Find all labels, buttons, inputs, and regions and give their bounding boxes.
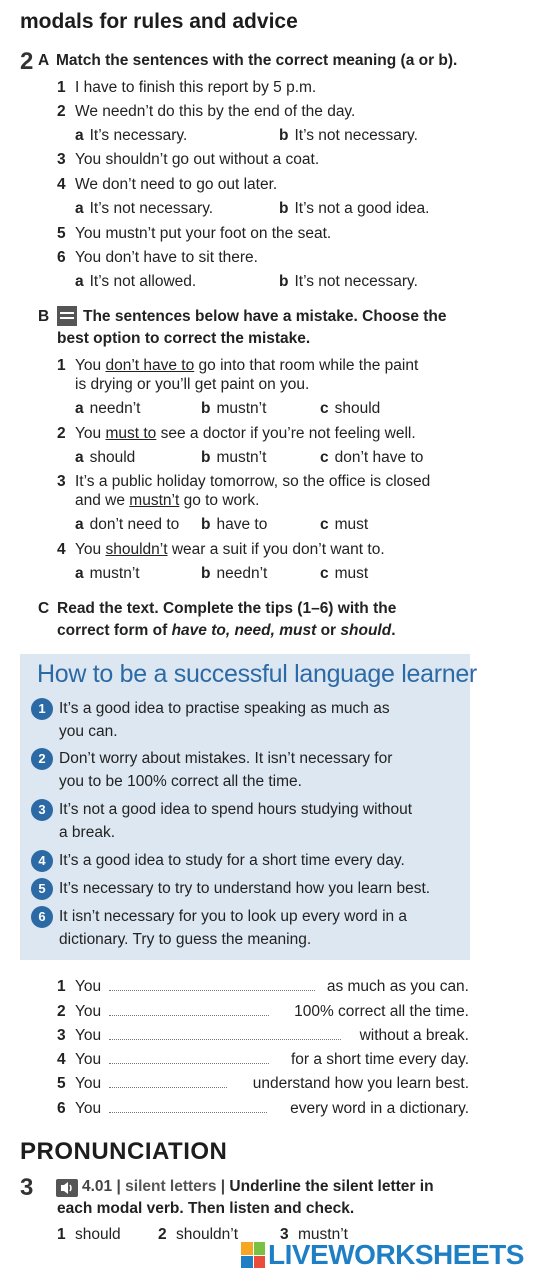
b-option-2c[interactable]: c don’t have to [320, 449, 424, 466]
tip-1-line1: It’s a good idea to practise speaking as much as [59, 700, 390, 717]
fill-blank-6[interactable] [109, 1101, 267, 1113]
tip-3-line2: a break. [59, 824, 116, 841]
book-icon [57, 306, 81, 327]
b-option-1c[interactable]: c should [320, 400, 381, 417]
a-item-2: 2 We needn’t do this by the end of the day. [57, 103, 356, 120]
pron-word-3: 3 mustn’t [280, 1226, 348, 1243]
pronunciation-heading: PRONUNCIATION [20, 1138, 228, 1165]
a-option-3b[interactable]: b It’s not necessary. [279, 273, 418, 290]
b-option-3a[interactable]: a don’t need to [75, 516, 180, 533]
pronunciation-instruction-2: each modal verb. Then listen and check. [57, 1200, 355, 1217]
b-item-3-line2: and we mustn’t go to work. [75, 492, 260, 509]
fill-item-4: 4 You for a short time every day. [57, 1051, 469, 1068]
a-option-1a[interactable]: a It’s necessary. [75, 127, 188, 144]
b-option-3b[interactable]: b have to [201, 516, 268, 533]
tip-number-5: 5 [31, 878, 53, 900]
fill-blank-1[interactable] [109, 979, 315, 991]
b-option-3c[interactable]: c must [320, 516, 369, 533]
b-option-4a[interactable]: a mustn’t [75, 565, 140, 582]
b-option-4b[interactable]: b needn’t [201, 565, 268, 582]
fill-item-1: 1 You as much as you can. [57, 978, 469, 995]
tip-4-line1: It’s a good idea to study for a short time every day. [59, 852, 405, 869]
fill-blank-2[interactable] [109, 1004, 269, 1016]
fill-item-6: 6 You every word in a dictionary. [57, 1100, 469, 1117]
a-item-1: 1 I have to finish this report by 5 p.m. [57, 79, 317, 96]
exercise-3-number: 3 [20, 1174, 34, 1201]
tip-3-line1: It’s not a good idea to spend hours studying without [59, 801, 413, 818]
b-option-4c[interactable]: c must [320, 565, 369, 582]
tip-5-line1: It’s necessary to try to understand how you learn best. [59, 880, 431, 897]
tip-6-line1: It isn’t necessary for you to look up every word in a [59, 908, 408, 925]
pron-word-2: 2 shouldn’t [158, 1226, 239, 1243]
b-item-2: 2 You must to see a doctor if you’re not feeling well. [57, 425, 416, 442]
logo-mark-icon [241, 1242, 265, 1268]
tip-2-line1: Don’t worry about mistakes. It isn’t necessary for [59, 750, 393, 767]
tip-number-1: 1 [31, 698, 53, 720]
fill-blank-3[interactable] [109, 1028, 341, 1040]
part-b-instruction-1: The sentences below have a mistake. Choose the [83, 308, 447, 325]
a-item-3: 3 You shouldn’t go out without a coat. [57, 151, 320, 168]
a-item-6: 6 You don’t have to sit there. [57, 249, 258, 266]
tip-number-3: 3 [31, 799, 53, 821]
part-c-instruction-2: correct form of have to, need, must or should. [57, 622, 396, 639]
speaker-icon[interactable] [56, 1179, 78, 1199]
a-item-4: 4 We don’t need to go out later. [57, 176, 278, 193]
b-option-2a[interactable]: a should [75, 449, 136, 466]
a-option-1b[interactable]: b It’s not necessary. [279, 127, 418, 144]
tip-number-4: 4 [31, 850, 53, 872]
b-item-3: 3 It’s a public holiday tomorrow, so the office is closed [57, 473, 431, 490]
a-option-2b[interactable]: b It’s not a good idea. [279, 200, 430, 217]
tip-number-2: 2 [31, 748, 53, 770]
fill-blank-5[interactable] [109, 1076, 227, 1088]
tip-number-6: 6 [31, 906, 53, 928]
section-title: modals for rules and advice [20, 10, 298, 33]
tip-1-line2: you can. [59, 723, 118, 740]
part-c-letter: C [38, 600, 50, 617]
b-option-1a[interactable]: a needn’t [75, 400, 141, 417]
b-item-1-line2: is drying or you’ll get paint on you. [75, 376, 310, 393]
part-a-instruction: Match the sentences with the correct meaning (a or b). [56, 52, 458, 69]
part-c-instruction-1: Read the text. Complete the tips (1–6) with the [57, 600, 397, 617]
a-option-2a[interactable]: a It’s not necessary. [75, 200, 214, 217]
b-option-2b[interactable]: b mustn’t [201, 449, 267, 466]
pron-word-1: 1 should [57, 1226, 121, 1243]
exercise-number: 2 [20, 48, 34, 75]
part-b-instruction-2: best option to correct the mistake. [57, 330, 311, 347]
part-a-letter: A [38, 52, 50, 69]
fill-item-5: 5 You understand how you learn best. [57, 1075, 469, 1092]
a-item-5: 5 You mustn’t put your foot on the seat. [57, 225, 332, 242]
tip-2-line2: you to be 100% correct all the time. [59, 773, 302, 790]
fill-item-3: 3 You without a break. [57, 1027, 469, 1044]
part-b-letter: B [38, 308, 50, 325]
b-item-1: 1 You don’t have to go into that room while the paint [57, 357, 419, 374]
b-option-1b[interactable]: b mustn’t [201, 400, 267, 417]
liveworksheets-logo [241, 1239, 524, 1271]
tip-6-line2: dictionary. Try to guess the meaning. [59, 931, 312, 948]
b-item-4: 4 You shouldn’t wear a suit if you don’t want to. [57, 541, 385, 558]
a-option-3a[interactable]: a It’s not allowed. [75, 273, 197, 290]
fill-blank-4[interactable] [109, 1052, 269, 1064]
tips-box-title: How to be a successful language learner [37, 660, 477, 688]
logo-text: LIVEWORKSHEETS [268, 1239, 524, 1270]
fill-item-2: 2 You 100% correct all the time. [57, 1003, 469, 1020]
pronunciation-instruction-1: 4.01 | silent letters | Underline the silent letter in [82, 1178, 434, 1195]
